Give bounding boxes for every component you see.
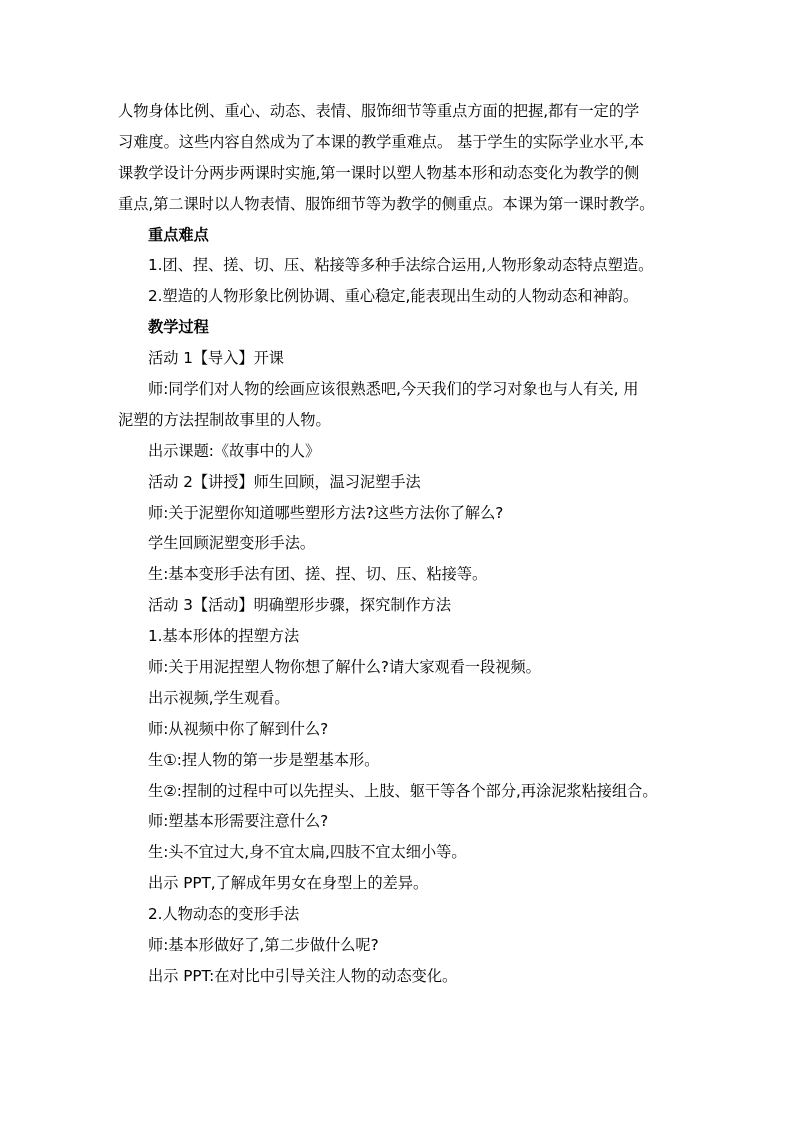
activity-3-title: 活动 3【活动】明确塑形步骤，探究制作方法 bbox=[148, 596, 452, 615]
student-line: 生①:捏人物的第一步是塑基本形。 bbox=[148, 750, 380, 769]
teacher-line-continued: 泥塑的方法捏制故事里的人物。 bbox=[118, 410, 331, 429]
ppt-line: 出示 PPT,了解成年男女在身型上的差异。 bbox=[148, 874, 429, 893]
video-line: 出示视频,学生观看。 bbox=[148, 688, 290, 707]
activity-2-title: 活动 2【讲授】师生回顾，温习泥塑手法 bbox=[148, 472, 421, 491]
section-heading-difficulty: 重点难点 bbox=[148, 225, 209, 244]
subsection-1-title: 1.基本形体的捏塑方法 bbox=[148, 627, 300, 646]
ppt-line: 出示 PPT:在对比中引导关注人物的动态变化。 bbox=[148, 966, 458, 985]
student-line: 生:头不宜过大,身不宜太扁,四肢不宜太细小等。 bbox=[148, 843, 467, 862]
body-text-line: 课教学设计分两步两课时实施,第一课时以塑人物基本形和动态变化为教学的侧 bbox=[118, 163, 640, 182]
teacher-line: 师:从视频中你了解到什么? bbox=[148, 719, 329, 738]
body-text-line: 重点,第二课时以人物表情、服饰细节等为教学的侧重点。本课为第一课时教学。 bbox=[118, 194, 655, 213]
subsection-2-title: 2.人物动态的变形手法 bbox=[148, 905, 300, 924]
activity-1-title: 活动 1【导入】开课 bbox=[148, 349, 284, 368]
teacher-line: 师:塑基本形需要注意什么? bbox=[148, 812, 329, 831]
teacher-line: 师:基本形做好了,第二步做什么呢? bbox=[148, 936, 379, 955]
review-line: 学生回顾泥塑变形手法。 bbox=[148, 534, 316, 553]
body-text-line: 人物身体比例、重心、动态、表情、服饰细节等重点方面的把握,都有一定的学 bbox=[118, 102, 640, 120]
student-line: 生②:捏制的过程中可以先捏头、上肢、躯干等各个部分,再涂泥浆粘接组合。 bbox=[148, 781, 658, 800]
document-body bbox=[118, 96, 688, 992]
teacher-line: 师:关于泥塑你知道哪些塑形方法?这些方法你了解么? bbox=[148, 503, 504, 522]
section-heading-process: 教学过程 bbox=[148, 318, 209, 337]
topic-line: 出示课题:《故事中的人》 bbox=[148, 441, 321, 460]
difficulty-item-2: 2.塑造的人物形象比例协调、重心稳定,能表现出生动的人物动态和神韵。 bbox=[148, 287, 639, 306]
teacher-line: 师:关于用泥捏塑人物你想了解什么?请大家观看一段视频。 bbox=[148, 658, 541, 677]
teacher-line: 师:同学们对人物的绘画应该很熟悉吧,今天我们的学习对象也与人有关, 用 bbox=[148, 380, 639, 399]
difficulty-item-1: 1.团、捏、搓、切、压、粘接等多种手法综合运用,人物形象动态特点塑造。 bbox=[148, 256, 654, 275]
body-text-line: 习难度。这些内容自然成为了本课的教学重难点。 基于学生的实际学业水平,本 bbox=[118, 132, 645, 151]
student-line: 生:基本变形手法有团、搓、捏、切、压、粘接等。 bbox=[148, 565, 488, 584]
